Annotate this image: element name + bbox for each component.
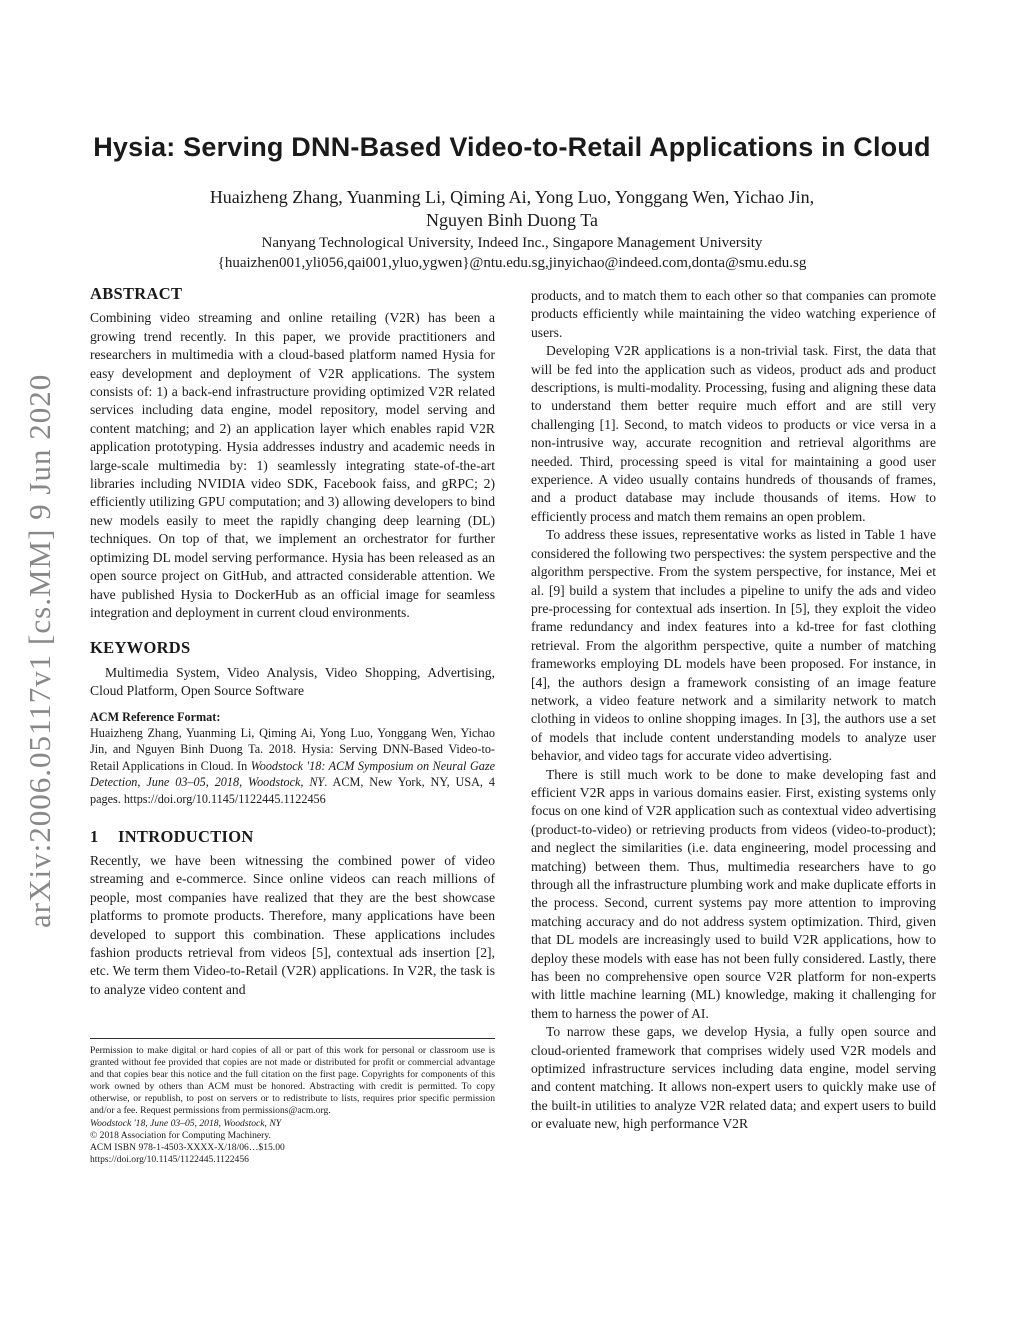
- paper-title: Hysia: Serving DNN-Based Video-to-Retail Applications in Cloud: [93, 132, 931, 162]
- body-paragraph: To address these issues, representative works as listed in Table 1 have considered the following two perspectives: the system perspective and the algorithm perspective. From the system perspective, for instance, Mei et al. [9] build a system that includes a pipeline to unify the ads and video pre-processing for contextual ads insertion. In [5], they exploit the video frame redundancy and index features into a kd-tree for fast clothing retrieval. From the algorithm perspective, quite a number of matching frameworks employing DL models have been proposed. For instance, in [4], the authors design a framework consisting of an image feature network, a video feature network and a similarity network to match clothing in videos to online shopping images. In [3], the authors use a set of models that include content understanding models to analyze user behavior, and video tags for accurate video advertising.: [531, 527, 936, 764]
- abstract-heading: ABSTRACT: [90, 284, 183, 303]
- section-number: 1: [90, 826, 99, 846]
- footnote-copyright: © 2018 Association for Computing Machinery.: [90, 1129, 271, 1141]
- section-title: INTRODUCTION: [118, 826, 254, 846]
- body-paragraph: Developing V2R applications is a non-trivial task. First, the data that will be fed into the application such as videos, product ads and product descriptions, is multi-modality. Processing, fusing and aligning these data to understand them better require much effort and are still very challenging [1]. Second, to match videos to products or vice versa in a non-intrusive way, accurate recognition and retrieval algorithms are needed. Third, processing speed is vital for maintaining a good user experience. A video usually contains hundreds of thousands of frames, and a product database may include thousands of items. How to efficiently process and match them remains an open problem.: [531, 343, 936, 524]
- introduction-paragraph: Recently, we have been witnessing the combined power of video streaming and e-commerce. Since online videos can reach millions of people, most companies have realized that they are the best showcase platforms to promote products. Therefore, many applications have been developed to support this combination. These applications includes fashion products retrieval from videos [5], contextual ads insertion [2], etc. We term them Video-to-Retail (V2R) applications. In V2R, the task is to analyze video content and: [90, 852, 495, 997]
- footnote-venue: [90, 1118, 495, 1130]
- acm-reference-heading: ACM Reference Format:: [90, 709, 221, 724]
- acm-reference-part: . ACM, New York, NY, USA, 4 pages. https://doi.org/10.1145/1122445.1122456: [90, 775, 495, 806]
- author-line: Huaizheng Zhang, Yuanming Li, Qiming Ai, Yong Luo, Yonggang Wen, Yichao Jin,: [209, 187, 815, 207]
- acm-reference-venue: Woodstock '18: ACM Symposium on Neural Gaze Detection, June 03–05, 2018, Woodstock, NY: [90, 758, 495, 790]
- author-list: [100, 186, 924, 232]
- permission-notice: Permission to make digital or hard copies of all or part of this work for personal or classroom use is granted without fee provided that copies are not made or distributed for profit or commercial advantage and that copies bear this notice and the full citation on the first page. Copyrights for components of this work owned by others than ACM must be honored. Abstracting with credit is permitted. To copy otherwise, or republish, to post on servers or to redistribute to lists, requires prior specific permission and/or a fee. Request permissions from permissions@acm.org.: [90, 1045, 495, 1117]
- footnote-isbn: ACM ISBN 978-1-4503-XXXX-X/18/06…$15.00: [90, 1141, 285, 1153]
- body-paragraph: products, and to match them to each other so that companies can promote products efficiently while maintaining the video watching experience of users.: [531, 288, 936, 340]
- footnote-venue-text: Woodstock '18, June 03–05, 2018, Woodstock, NY: [90, 1117, 282, 1129]
- footnote-rule: [90, 1038, 495, 1039]
- body-paragraph: To narrow these gaps, we develop Hysia, a fully open source and cloud-oriented framework that comprises widely used V2R models and optimized infrastructure services including data engine, model serving and content matching. It allows non-expert users to quickly make use of the built-in utilities to analyze V2R related data; and expert users to build or evaluate new, high performance V2R: [531, 1024, 936, 1132]
- arxiv-stamp: arXiv:2006.05117v1 [cs.MM] 9 Jun 2020: [22, 373, 57, 928]
- body-paragraph: There is still much work to be done to make developing fast and efficient V2R apps in various domains easier. First, existing systems only focus on one kind of V2R application such as contextual video advertising (product-to-video) or retrieving products from videos (video-to-product); and neglect the similarities (i.e. data engineering, model processing and matching) between them. Thus, multimedia researchers have to go through all the infrastructure plumbing work and make duplicate efforts in the process. Second, current systems pay more attention to improving matching accuracy and do not address system optimization. Third, given that DL models are increasingly used to build V2R applications, how to deploy these models with ease has not been fully considered. Lastly, there has been no comprehensive open source V2R platform for non-experts with little machine learning (ML) knowledge, making it challenging for them to harness the power of AI.: [531, 766, 936, 1021]
- keywords-heading: KEYWORDS: [90, 638, 191, 658]
- abstract-text: Combining video streaming and online retailing (V2R) has been a growing trend recently. In this paper, we provide practitioners and researchers in multimedia with a cloud-based platform named Hysia for easy development and deployment of V2R applications. The system consists of: 1) a back-end infrastructure providing optimized V2R related services including data engine, model repository, model serving and content matching; and 2) an application layer which enables rapid V2R application prototyping. Hysia addresses industry and academic needs in large-scale multimedia by: 1) seamlessly integrating state-of-the-art libraries including NVIDIA video SDK, Facebook faiss, and gRPC; 2) efficiently utilizing GPU computation; and 3) allowing developers to bind new models easily to meet the rapidly changing deep learning (DL) techniques. On top of that, we implement an orchestrator for further optimizing DL model serving performance. Hysia has been released as an open source project on GitHub, and attracted considerable attention. We have published Hysia to DockerHub as an official image for seamless integration and deployment in current cloud environments.: [90, 310, 495, 620]
- footnote-doi: https://doi.org/10.1145/1122445.1122456: [90, 1153, 249, 1165]
- acm-reference-part: Huaizheng Zhang, Yuanming Li, Qiming Ai, Yong Luo, Yonggang Wen, Yichao Jin, and Nguyen Binh Duong Ta. 2018. Hysia: Serving DNN-Based Video-to-Retail Applications in Cloud. In: [90, 725, 495, 773]
- introduction-heading: [90, 828, 495, 846]
- author-emails: {huaizhen001,yli056,qai001,yluo,ygwen}@ntu.edu.sg,jinyichao@indeed.com,donta@smu.edu.sg: [217, 255, 807, 271]
- left-column: [90, 285, 495, 999]
- author-line: Nguyen Binh Duong Ta: [426, 210, 598, 230]
- affiliations: Nanyang Technological University, Indeed Inc., Singapore Management University: [261, 235, 763, 251]
- right-column: [531, 287, 936, 1134]
- copyright-footnote: [90, 1038, 495, 1166]
- keywords-text: Multimedia System, Video Analysis, Video Shopping, Advertising, Cloud Platform, Open Source Software: [90, 664, 495, 699]
- acm-reference-text: [90, 725, 495, 808]
